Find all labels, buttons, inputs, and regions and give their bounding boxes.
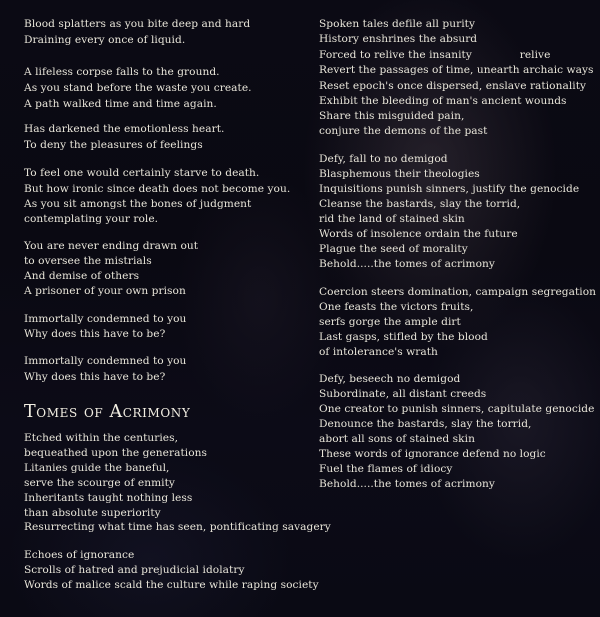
- lyric-line: Echoes of ignorance: [24, 549, 135, 561]
- lyric-line: Draining every once of liquid.: [24, 34, 186, 46]
- lyric-line: Blood splatters as you bite deep and hard: [24, 18, 251, 30]
- lyric-line: Scrolls of hatred and prejudicial idolatry: [24, 564, 245, 576]
- lyric-line: Coercion steers domination, campaign segregation: [319, 286, 597, 298]
- lyric-line: Blasphemous their theologies: [319, 168, 480, 180]
- lyric-line: A path walked time and time again.: [24, 98, 217, 110]
- lyric-line: History enshrines the absurd: [319, 33, 478, 45]
- lyric-line: But how ironic since death does not become you.: [24, 183, 291, 195]
- lyric-line: As you stand before the waste you create.: [24, 82, 252, 94]
- lyric-line: Cleanse the bastards, slay the torrid,: [319, 198, 521, 210]
- lyric-line: Exhibit the bleeding of man's ancient wounds: [319, 95, 567, 107]
- lyric-line: Subordinate, all distant creeds: [319, 388, 487, 400]
- lyric-line: A prisoner of your own prison: [24, 285, 186, 297]
- lyric-line: Defy, fall to no demigod: [319, 153, 448, 165]
- lyric-line: Behold.....the tomes of acrimony: [319, 258, 495, 270]
- lyric-line: Immortally condemned to you: [24, 355, 187, 367]
- lyric-line: One creator to punish sinners, capitulate genocide: [319, 403, 595, 415]
- lyric-line: As you sit amongst the bones of judgment: [24, 198, 252, 210]
- lyric-line: bequeathed upon the generations: [24, 447, 207, 459]
- lyric-line: To feel one would certainly starve to death.: [24, 167, 260, 179]
- lyric-line: Words of insolence ordain the future: [319, 228, 518, 240]
- lyric-line: Last gasps, stifled by the blood: [319, 331, 488, 343]
- lyric-line: Immortally condemned to you: [24, 313, 187, 325]
- lyric-line: Litanies guide the baneful,: [24, 462, 170, 474]
- lyric-line: rid the land of stained skin: [319, 213, 465, 225]
- lyric-line: To deny the pleasures of feelings: [24, 139, 203, 151]
- lyric-line: to oversee the mistrials: [24, 255, 152, 267]
- lyric-line: serfs gorge the ample dirt: [319, 316, 461, 328]
- lyric-line: Forced to relive the insanity relive: [319, 49, 551, 61]
- lyric-line: Behold.....the tomes of acrimony: [319, 478, 495, 490]
- lyric-line: serve the scourge of enmity: [24, 477, 175, 489]
- lyric-line: Resurrecting what time has seen, pontificating savagery: [24, 521, 331, 533]
- lyric-line: You are never ending drawn out: [24, 240, 199, 252]
- lyric-line: Denounce the bastards, slay the torrid,: [319, 418, 532, 430]
- lyric-line: Defy, beseech no demigod: [319, 373, 461, 385]
- lyric-line: Has darkened the emotionless heart.: [24, 123, 225, 135]
- lyric-line: A lifeless corpse falls to the ground.: [24, 66, 220, 78]
- lyric-line: Share this misguided pain,: [319, 110, 465, 122]
- lyric-line: of intolerance's wrath: [319, 346, 438, 358]
- lyric-line: conjure the demons of the past: [319, 125, 488, 137]
- lyric-line: Inheritants taught nothing less: [24, 492, 193, 504]
- lyric-line: than absolute superiority: [24, 507, 161, 519]
- lyric-line: Plague the seed of morality: [319, 243, 468, 255]
- song-title: Tomes of Acrimony: [24, 402, 191, 422]
- lyric-line: Spoken tales defile all purity: [319, 18, 475, 30]
- lyric-line: contemplating your role.: [24, 213, 159, 225]
- lyric-line: One feasts the victors fruits,: [319, 301, 474, 313]
- lyric-line: Etched within the centuries,: [24, 432, 179, 444]
- lyric-line: Why does this have to be?: [24, 371, 166, 383]
- lyric-line: Fuel the flames of idiocy: [319, 463, 453, 475]
- lyric-line: Revert the passages of time, unearth archaic ways: [319, 64, 594, 76]
- lyric-line: Reset epoch's once dispersed, enslave rationality: [319, 80, 587, 92]
- lyric-line: abort all sons of stained skin: [319, 433, 475, 445]
- lyric-line: And demise of others: [24, 270, 140, 282]
- lyric-line: Words of malice scald the culture while raping society: [24, 579, 319, 591]
- lyric-line: These words of ignorance defend no logic: [319, 448, 546, 460]
- lyric-line: Why does this have to be?: [24, 328, 166, 340]
- lyric-line: Inquisitions punish sinners, justify the genocide: [319, 183, 580, 195]
